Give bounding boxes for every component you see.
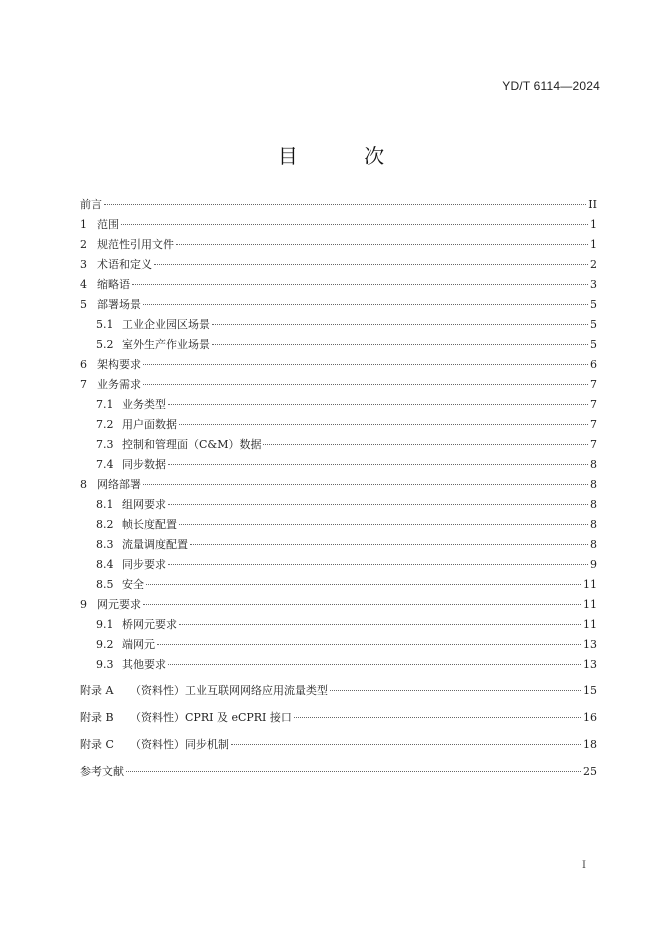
- toc-entry[interactable]: [80, 595, 597, 615]
- toc-entry-page: 5: [590, 298, 597, 311]
- toc-entry-page: 9: [590, 558, 597, 571]
- toc-entry[interactable]: [80, 475, 597, 495]
- toc-entry-page: 18: [583, 738, 597, 751]
- toc-entry[interactable]: [80, 255, 597, 275]
- dot-leader: [168, 404, 588, 405]
- toc-entry-label: 业务需求: [97, 378, 141, 391]
- toc-entry[interactable]: [80, 455, 597, 475]
- dot-leader: [176, 244, 588, 245]
- toc-entry-number: 7.3: [96, 438, 114, 451]
- toc-entry-page: 6: [590, 358, 597, 371]
- toc-entry[interactable]: [80, 235, 597, 255]
- toc-entry-page: 7: [590, 418, 597, 431]
- toc-entry[interactable]: [80, 575, 597, 595]
- dot-leader: [146, 584, 581, 585]
- dot-leader: [121, 224, 588, 225]
- toc-entry[interactable]: [80, 535, 597, 555]
- toc-entry-page: 7: [590, 438, 597, 451]
- dot-leader: [132, 284, 588, 285]
- toc-entry-page: 7: [590, 378, 597, 391]
- dot-leader: [104, 204, 586, 205]
- toc-entry[interactable]: [80, 415, 597, 435]
- toc-entry[interactable]: [80, 315, 597, 335]
- toc-entry-number: 9.3: [96, 658, 114, 671]
- toc-entry-label: 桥网元要求: [122, 618, 177, 631]
- dot-leader: [157, 644, 581, 645]
- toc-entry-number: 9: [80, 598, 87, 611]
- toc-entry-label: 规范性引用文件: [97, 238, 174, 251]
- toc-entry-label: 用户面数据: [122, 418, 177, 431]
- toc-entry-number: 6: [80, 358, 87, 371]
- toc-entry-label: 缩略语: [97, 278, 130, 291]
- toc-entry-page: 3: [590, 278, 597, 291]
- toc-entry-number: 1: [80, 218, 87, 231]
- dot-leader: [168, 564, 588, 565]
- toc-entry-number: 附录 C: [80, 738, 114, 751]
- toc-entry-number: 7: [80, 378, 87, 391]
- toc-entry[interactable]: [80, 681, 597, 702]
- toc-entry-number: 4: [80, 278, 87, 291]
- toc-entry-label: （资料性）同步机制: [130, 738, 229, 751]
- dot-leader: [126, 771, 581, 772]
- dot-leader: [143, 604, 581, 605]
- table-of-contents: [80, 195, 597, 783]
- toc-entry-label: 端网元: [122, 638, 155, 651]
- dot-leader: [330, 690, 581, 691]
- dot-leader: [168, 504, 588, 505]
- toc-entry-number: 5.2: [96, 338, 114, 351]
- toc-entry-page: 8: [590, 538, 597, 551]
- page-title: 目 次: [277, 144, 415, 168]
- toc-entry-label: 帧长度配置: [122, 518, 177, 531]
- toc-entry-label: 室外生产作业场景: [122, 338, 210, 351]
- toc-entry-page: 16: [583, 711, 597, 724]
- toc-entry-number: 8.1: [96, 498, 114, 511]
- toc-entry-number: 5: [80, 298, 87, 311]
- dot-leader: [143, 484, 588, 485]
- toc-entry-page: 7: [590, 398, 597, 411]
- toc-entry-label: （资料性）CPRI 及 eCPRI 接口: [130, 711, 292, 724]
- toc-entry-number: 8.4: [96, 558, 114, 571]
- dot-leader: [179, 424, 588, 425]
- toc-entry[interactable]: [80, 615, 597, 635]
- dot-leader: [231, 744, 581, 745]
- toc-entry-label: 业务类型: [122, 398, 166, 411]
- toc-entry-label: 前言: [80, 198, 102, 211]
- toc-entry[interactable]: [80, 495, 597, 515]
- toc-entry[interactable]: [80, 355, 597, 375]
- toc-entry[interactable]: [80, 215, 597, 235]
- toc-entry-label: 组网要求: [122, 498, 166, 511]
- toc-entry-number: 8.3: [96, 538, 114, 551]
- toc-entry-page: 11: [583, 618, 597, 631]
- toc-entry-page: 8: [590, 478, 597, 491]
- toc-entry-label: 同步数据: [122, 458, 166, 471]
- toc-entry[interactable]: [80, 395, 597, 415]
- toc-entry-number: 9.2: [96, 638, 114, 651]
- toc-entry[interactable]: [80, 708, 597, 729]
- toc-entry-page: 13: [583, 638, 597, 651]
- toc-entry[interactable]: [80, 275, 597, 295]
- toc-entry-page: 8: [590, 518, 597, 531]
- toc-entry-label: 流量调度配置: [122, 538, 188, 551]
- toc-entry-number: 8.5: [96, 578, 114, 591]
- toc-entry-label: 安全: [122, 578, 144, 591]
- toc-entry[interactable]: [80, 295, 597, 315]
- toc-entry-number: 8: [80, 478, 87, 491]
- toc-entry-number: 7.4: [96, 458, 114, 471]
- toc-entry-page: 15: [583, 684, 597, 697]
- toc-entry[interactable]: [80, 635, 597, 655]
- toc-entry-page: 11: [583, 598, 597, 611]
- dot-leader: [143, 384, 588, 385]
- toc-entry-page: 8: [590, 498, 597, 511]
- toc-entry-page: 13: [583, 658, 597, 671]
- dot-leader: [263, 444, 588, 445]
- toc-entry[interactable]: [80, 555, 597, 575]
- toc-entry-page: 1: [590, 238, 597, 251]
- toc-entry-number: 7.1: [96, 398, 114, 411]
- dot-leader: [179, 524, 588, 525]
- dot-leader: [212, 344, 588, 345]
- dot-leader: [168, 464, 588, 465]
- toc-entry-label: 术语和定义: [97, 258, 152, 271]
- toc-entry-label: 工业企业园区场景: [122, 318, 210, 331]
- toc-entry-page: 1: [590, 218, 597, 231]
- toc-entry-page: II: [588, 198, 597, 211]
- dot-leader: [168, 664, 581, 665]
- toc-entry-label: 范围: [97, 218, 119, 231]
- dot-leader: [212, 324, 588, 325]
- toc-entry-page: 25: [583, 765, 597, 778]
- dot-leader: [154, 264, 588, 265]
- toc-entry-number: 5.1: [96, 318, 114, 331]
- toc-entry-number: 附录 A: [80, 684, 114, 697]
- toc-entry-label: 部署场景: [97, 298, 141, 311]
- toc-entry-label: 网元要求: [97, 598, 141, 611]
- toc-entry[interactable]: [80, 375, 597, 395]
- toc-entry-page: 2: [590, 258, 597, 271]
- toc-entry-label: 架构要求: [97, 358, 141, 371]
- toc-entry[interactable]: [80, 655, 597, 675]
- toc-entry-number: 7.2: [96, 418, 114, 431]
- toc-entry-label: 同步要求: [122, 558, 166, 571]
- toc-entry-number: 2: [80, 238, 87, 251]
- dot-leader: [179, 624, 581, 625]
- dot-leader: [294, 717, 581, 718]
- toc-entry[interactable]: [80, 335, 597, 355]
- toc-entry-label: 控制和管理面（C&M）数据: [122, 438, 262, 451]
- toc-entry-page: 5: [590, 318, 597, 331]
- standard-code: YD/T 6114—2024: [502, 79, 600, 93]
- page-number: I: [582, 860, 586, 871]
- toc-entry-page: 8: [590, 458, 597, 471]
- toc-entry[interactable]: [80, 195, 597, 215]
- toc-entry-number: 9.1: [96, 618, 114, 631]
- toc-entry-number: 3: [80, 258, 87, 271]
- toc-entry[interactable]: [80, 515, 597, 535]
- dot-leader: [143, 304, 588, 305]
- toc-entry-label: 网络部署: [97, 478, 141, 491]
- toc-entry-label: （资料性）工业互联网网络应用流量类型: [130, 684, 328, 697]
- toc-entry-label: 参考文献: [80, 765, 124, 778]
- toc-entry-number: 附录 B: [80, 711, 114, 724]
- toc-entry[interactable]: [80, 762, 597, 783]
- toc-entry-page: 5: [590, 338, 597, 351]
- toc-entry[interactable]: [80, 435, 597, 455]
- toc-entry-label: 其他要求: [122, 658, 166, 671]
- toc-entry-page: 11: [583, 578, 597, 591]
- dot-leader: [143, 364, 588, 365]
- toc-entry[interactable]: [80, 735, 597, 756]
- dot-leader: [190, 544, 588, 545]
- toc-entry-number: 8.2: [96, 518, 114, 531]
